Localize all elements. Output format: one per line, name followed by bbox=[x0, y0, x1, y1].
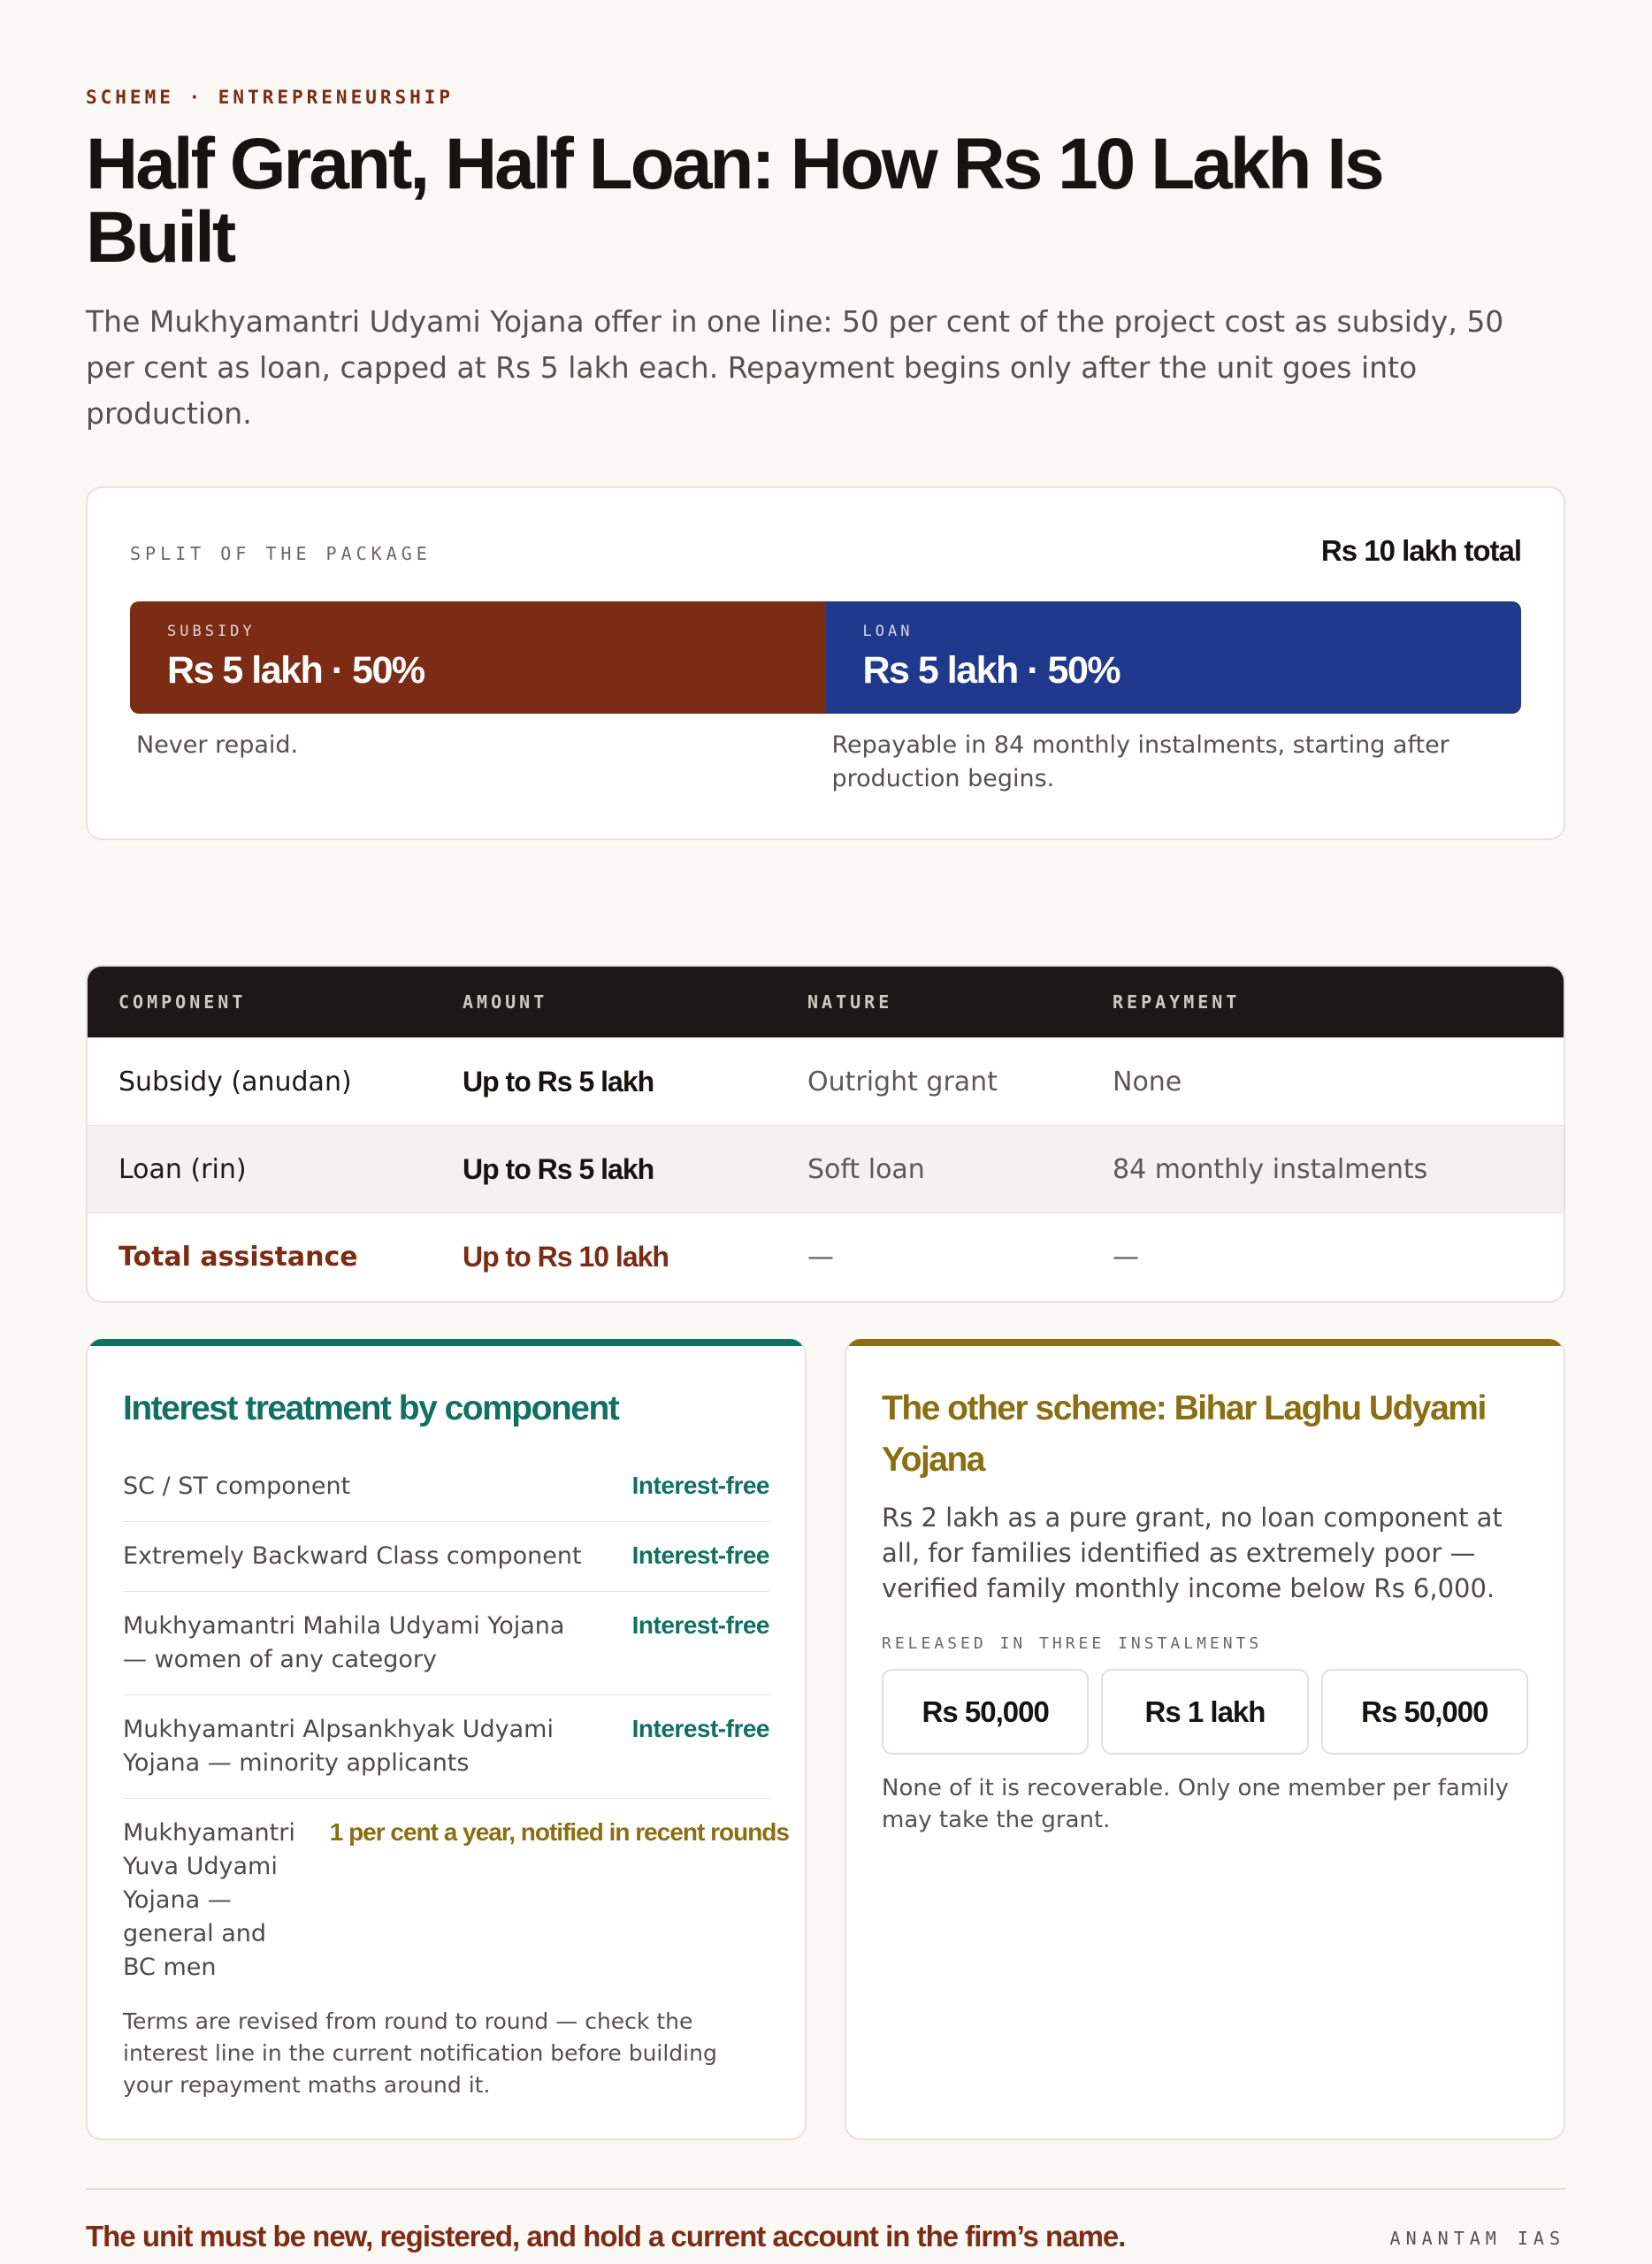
page bbox=[86, 87, 1565, 2253]
split-bar bbox=[130, 601, 1521, 714]
instalment-box: Rs 50,000 bbox=[1321, 1669, 1528, 1755]
cell-repayment: None bbox=[1113, 1066, 1182, 1098]
loan-segment-label: LOAN bbox=[862, 623, 914, 640]
interest-row-value: Interest-free bbox=[631, 1541, 769, 1569]
other-scheme-footnote: None of it is recoverable. Only one member per family may take the grant. bbox=[882, 1775, 1509, 1833]
instalments-label: RELEASED IN THREE INSTALMENTS bbox=[882, 1634, 1263, 1653]
interest-list bbox=[123, 1452, 789, 2002]
page-title: Half Grant, Half Loan: How Rs 10 Lakh Is Built bbox=[86, 124, 1382, 278]
cell-nature: Outright grant bbox=[807, 1066, 998, 1098]
table-row-total bbox=[88, 1212, 1564, 1300]
list-item bbox=[123, 1695, 769, 1799]
interest-row-label: Mukhyamantri Yuva Udyami Yojana — general and BC men bbox=[123, 1819, 295, 1981]
interest-row-value: 1 per cent a year, notified in recent rounds bbox=[329, 1818, 789, 1846]
column-header-repayment: REPAYMENT bbox=[1113, 991, 1241, 1013]
cell-repayment: 84 monthly instalments bbox=[1113, 1153, 1428, 1185]
subsidy-note: Never repaid. bbox=[136, 731, 299, 759]
list-item bbox=[123, 1452, 769, 1522]
table-row bbox=[88, 1037, 1564, 1125]
interest-row-value: Interest-free bbox=[631, 1472, 769, 1499]
footer-note: The unit must be new, registered, and hold a current account in the firm’s name. bbox=[86, 2220, 1126, 2253]
column-header-nature: NATURE bbox=[807, 991, 893, 1013]
interest-accent-line bbox=[88, 1339, 805, 1346]
loan-segment bbox=[826, 601, 1522, 714]
interest-row-label: Extremely Backward Class component bbox=[123, 1542, 582, 1570]
interest-footnote: Terms are revised from round to round — check the interest line in the current notification before building your repayment maths around it. bbox=[123, 2008, 717, 2098]
split-total: Rs 10 lakh total bbox=[1320, 534, 1521, 567]
loan-segment-value: Rs 5 lakh · 50% bbox=[862, 649, 1120, 692]
column-header-amount: AMOUNT bbox=[463, 991, 548, 1013]
cell-component: Loan (rin) bbox=[119, 1153, 247, 1185]
list-item bbox=[123, 1799, 789, 2002]
instalment-box: Rs 1 lakh bbox=[1101, 1669, 1308, 1755]
package-split-card bbox=[86, 486, 1565, 840]
interest-row-label: SC / ST component bbox=[123, 1472, 351, 1500]
table-row bbox=[88, 1125, 1564, 1212]
other-scheme-panel bbox=[845, 1339, 1565, 2140]
cell-amount: Up to Rs 10 lakh bbox=[463, 1240, 669, 1273]
cell-component: Total assistance bbox=[119, 1241, 358, 1273]
instalment-list bbox=[882, 1669, 1528, 1755]
interest-title: Interest treatment by component bbox=[123, 1389, 619, 1427]
subsidy-segment-value: Rs 5 lakh · 50% bbox=[167, 649, 424, 692]
cell-amount: Up to Rs 5 lakh bbox=[463, 1152, 654, 1185]
interest-row-label: Mukhyamantri Alpsankhyak Udyami Yojana — minority applicants bbox=[123, 1716, 554, 1777]
column-header-component: COMPONENT bbox=[119, 991, 247, 1013]
subsidy-segment bbox=[130, 601, 826, 714]
other-scheme-description: Rs 2 lakh as a pure grant, no loan component at all, for families identified as extremely poor — verified family monthly income below Rs 6,000. bbox=[882, 1503, 1503, 1603]
interest-row-value: Interest-free bbox=[631, 1715, 769, 1742]
interest-panel bbox=[86, 1339, 807, 2140]
other-accent-line bbox=[846, 1339, 1564, 1346]
interest-row-value: Interest-free bbox=[631, 1611, 769, 1639]
split-label: SPLIT OF THE PACKAGE bbox=[130, 543, 432, 564]
brand-wordmark: ANANTAM IAS bbox=[1389, 2228, 1565, 2249]
cell-amount: Up to Rs 5 lakh bbox=[463, 1065, 654, 1098]
subsidy-segment-label: SUBSIDY bbox=[167, 623, 256, 640]
other-scheme-title: The other scheme: Bihar Laghu Udyami Yojana bbox=[882, 1389, 1486, 1479]
cell-nature: Soft loan bbox=[807, 1153, 925, 1185]
interest-row-label: Mukhyamantri Mahila Udyami Yojana — women of any category bbox=[123, 1612, 565, 1673]
list-item bbox=[123, 1522, 769, 1592]
split-header bbox=[130, 534, 1521, 570]
kicker: SCHEME · ENTREPRENEURSHIP bbox=[86, 87, 455, 108]
list-item bbox=[123, 1592, 769, 1695]
components-table bbox=[86, 965, 1565, 1303]
instalment-box: Rs 50,000 bbox=[882, 1669, 1089, 1755]
cell-component: Subsidy (anudan) bbox=[119, 1066, 352, 1098]
cell-nature: — bbox=[807, 1241, 834, 1273]
table-header bbox=[88, 967, 1564, 1037]
footer-divider bbox=[86, 2188, 1565, 2190]
loan-note: Repayable in 84 monthly instalments, starting after production begins. bbox=[831, 731, 1449, 792]
lede: The Mukhyamantri Udyami Yojana offer in one line: 50 per cent of the project cost as subsidy, 50 per cent as loan, capped at Rs 5 lakh each. Repayment begins only after the unit goes into production. bbox=[86, 304, 1504, 431]
cell-repayment: — bbox=[1113, 1241, 1139, 1273]
